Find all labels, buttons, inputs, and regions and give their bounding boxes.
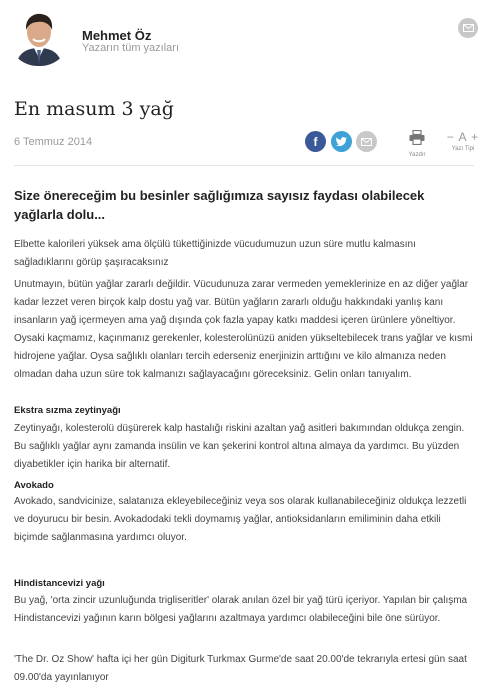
- print-label: Yazdır: [408, 152, 426, 158]
- section-heading: Hindistancevizi yağı: [14, 578, 105, 589]
- font-a-label: A: [458, 130, 467, 144]
- twitter-icon: [336, 137, 347, 146]
- facebook-share-button[interactable]: [305, 131, 326, 152]
- section-text: Bu yağ, 'orta zincir uzunluğunda trigliseritler' olarak anılan özel bir yağ türü içeriyor. Yapılan bir çalışma Hindistancevizi yağının karın bölgesi yağlarını azaltmaya yardımcı olabileceğini bile öne sürüyor.: [14, 595, 468, 624]
- font-size-control[interactable]: [446, 130, 480, 152]
- font-label: Yazı Tipi: [451, 146, 475, 152]
- author-bar: [0, 0, 485, 72]
- mail-icon[interactable]: [458, 18, 478, 38]
- article-footer-note: 'The Dr. Oz Show' hafta içi her gün Digiturk Turkmax Gurme'de saat 20.00'de tekrarıyla ertesi gün saat 09.00'da yayınlanıyor: [14, 654, 467, 683]
- article-date: 6 Temmuz 2014: [14, 136, 93, 148]
- author-all-articles-link[interactable]: Yazarın tüm yazıları: [82, 42, 179, 54]
- facebook-icon: f: [313, 134, 318, 149]
- author-avatar[interactable]: [8, 8, 70, 66]
- print-icon: [409, 130, 425, 145]
- article-lead: Size önereceğim bu besinler sağlığımıza sayısız faydası olabilecek yağlarla dolu...: [14, 188, 425, 222]
- mail-icon: [361, 138, 372, 146]
- section-heading: Ekstra sızma zeytinyağı: [14, 405, 121, 416]
- section-text: Zeytinyağı, kolesterolü düşürerek kalp hastalığı riskini azaltan yağ asitleri bakımından oldukça zengin. Bu sağlıklı yağlar aynı zamanda insülin ve kan şekerini kontrol altına almaya da yardımcı. Bu yüzden diyabetikler için harika bir alternatif.: [14, 423, 465, 470]
- author-name[interactable]: Mehmet Öz: [82, 28, 152, 43]
- print-button[interactable]: [404, 130, 430, 158]
- font-decrease-button[interactable]: −: [446, 130, 455, 144]
- article-body-paragraph: Unutmayın, bütün yağlar zararlı değildir. Vücudunuza zarar vermeden yemeklerinize en az diğer yağlar kadar lezzet veren birçok kalp dostu yağ var. Bütün yağların zararlı olduğu hakkındaki yanlış kanı insanların yağ içermeyen ama yağ dışında çok fazla yapay katkı maddesi içeren ürünlere yöneltiyor. Oysaki kaçmamız, kaçınmanız gerekenler, kolesterolünüzü aniden yükseltebilecek trans yağlar ve kısmi hidrojene yağlar. Oysa sağlıklı olanları tercih ederseniz enerjinizin arttığını ve kilo almanıza neden olmadan daha uzun süre tok kalmanızı sağlayacağını göreceksiniz. Gelin onları tanıyalım.: [14, 279, 473, 380]
- section-text: Avokado, sandvicinize, salatanıza ekleyebileceğiniz veya sos olarak kullanabileceğiniz oldukça lezzetli ve doyurucu bir besin. Avokadodaki tekli doymamış yağlar, antioksidanların emiliminin daha etkili biçimde sağlanmasına yardımcı oluyor.: [14, 496, 467, 543]
- article-title: En masum 3 yağ: [14, 98, 174, 120]
- font-increase-button[interactable]: +: [471, 130, 480, 144]
- mail-share-button[interactable]: [356, 131, 377, 152]
- article-intro: Elbette kalorileri yüksek ama ölçülü tükettiğinizde vücudumuzun uzun süre mutlu kalmasını sağladıklarını görüp şaşıracaksınız: [14, 239, 416, 268]
- section-heading: Avokado: [14, 480, 54, 491]
- header-divider: [14, 165, 474, 166]
- twitter-share-button[interactable]: [331, 131, 352, 152]
